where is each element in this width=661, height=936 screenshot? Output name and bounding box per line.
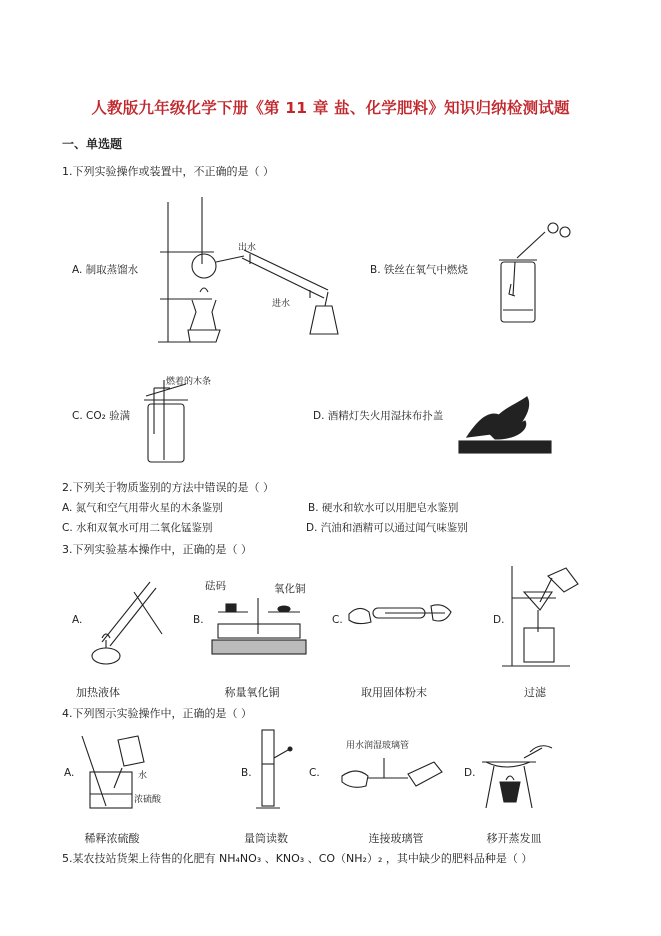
q2-option-a[interactable]: A. 氮气和空气用带火星的木条鉴别 <box>62 502 223 514</box>
q1-option-b[interactable]: B. 铁丝在氧气中燃烧 <box>370 264 468 276</box>
question-3-stem: 3.下列实验基本操作中，正确的是（ ） <box>62 543 252 556</box>
q4-caption-c: 连接玻璃管 <box>368 832 424 845</box>
label-wet-glass-tube: 用水润湿玻璃管 <box>346 741 410 751</box>
label-sulfuric-acid: 浓硫酸 <box>134 795 162 805</box>
evaporating-dish-figure <box>480 732 560 812</box>
alcohol-lamp-fire-figure <box>455 385 555 457</box>
powder-transfer-figure <box>345 596 455 636</box>
q3-option-b[interactable]: B. <box>193 614 204 626</box>
balance-figure <box>208 594 308 664</box>
q4-option-d[interactable]: D. <box>464 767 476 779</box>
question-4-stem: 4.下列图示实验操作中，正确的是（ ） <box>62 707 252 720</box>
co2-check-figure <box>142 374 252 466</box>
question-2-stem: 2.下列关于物质鉴别的方法中错误的是（ ） <box>62 481 274 494</box>
iron-wire-burning-figure <box>495 218 575 328</box>
label-burning-stick: 燃着的木条 <box>166 377 212 387</box>
connect-tube-figure <box>338 752 448 802</box>
q1-option-d[interactable]: D. 酒精灯失火用湿抹布扑盖 <box>313 410 444 422</box>
label-water-in: 进水 <box>272 299 291 309</box>
q3-caption-a: 加热液体 <box>76 686 120 699</box>
q3-caption-b: 称量氧化铜 <box>224 686 280 699</box>
filtration-figure <box>500 562 590 672</box>
q4-caption-d: 移开蒸发皿 <box>486 832 542 845</box>
q1-option-a[interactable]: A. 制取蒸馏水 <box>72 264 139 276</box>
question-1-stem: 1.下列实验操作或装置中，不正确的是（ ） <box>62 165 274 178</box>
q1-option-c[interactable]: C. CO₂ 验满 <box>72 410 131 422</box>
question-5-stem: 5.某农技站货架上待售的化肥有 NH₄NO₃ 、KNO₃ 、CO（NH₂）₂ ，其中缺少的肥料品种是（ ） <box>62 852 533 865</box>
q4-option-b[interactable]: B. <box>241 767 252 779</box>
q2-option-c[interactable]: C. 水和双氧水可用二氧化锰鉴别 <box>62 522 213 534</box>
label-water-out: 出水 <box>238 243 257 253</box>
label-water: 水 <box>138 771 148 781</box>
q4-caption-a: 稀释浓硫酸 <box>84 832 140 845</box>
label-weights: 砝码 <box>205 580 226 592</box>
q3-caption-c: 取用固体粉末 <box>361 686 427 699</box>
q3-caption-d: 过滤 <box>524 686 546 699</box>
q2-option-b[interactable]: B. 硬水和软水可以用肥皂水鉴别 <box>308 502 459 514</box>
heating-liquid-figure <box>84 572 164 672</box>
q4-option-c[interactable]: C. <box>309 767 320 779</box>
q4-option-a[interactable]: A. <box>64 767 75 779</box>
q2-option-d[interactable]: D. 汽油和酒精可以通过闻气味鉴别 <box>306 522 468 534</box>
dilute-acid-figure <box>76 732 166 812</box>
distillation-apparatus-figure <box>160 192 350 348</box>
label-copper-oxide: 氧化铜 <box>274 583 306 595</box>
section-heading: 一、单选题 <box>62 137 123 151</box>
page-title: 人教版九年级化学下册《第 11 章 盐、化学肥料》知识归纳检测试题 <box>91 99 570 117</box>
graduated-cylinder-figure <box>254 728 304 818</box>
q3-option-d[interactable]: D. <box>493 614 505 626</box>
q3-option-a[interactable]: A. <box>72 614 83 626</box>
q3-option-c[interactable]: C. <box>332 614 343 626</box>
q4-caption-b: 量筒读数 <box>244 832 288 845</box>
